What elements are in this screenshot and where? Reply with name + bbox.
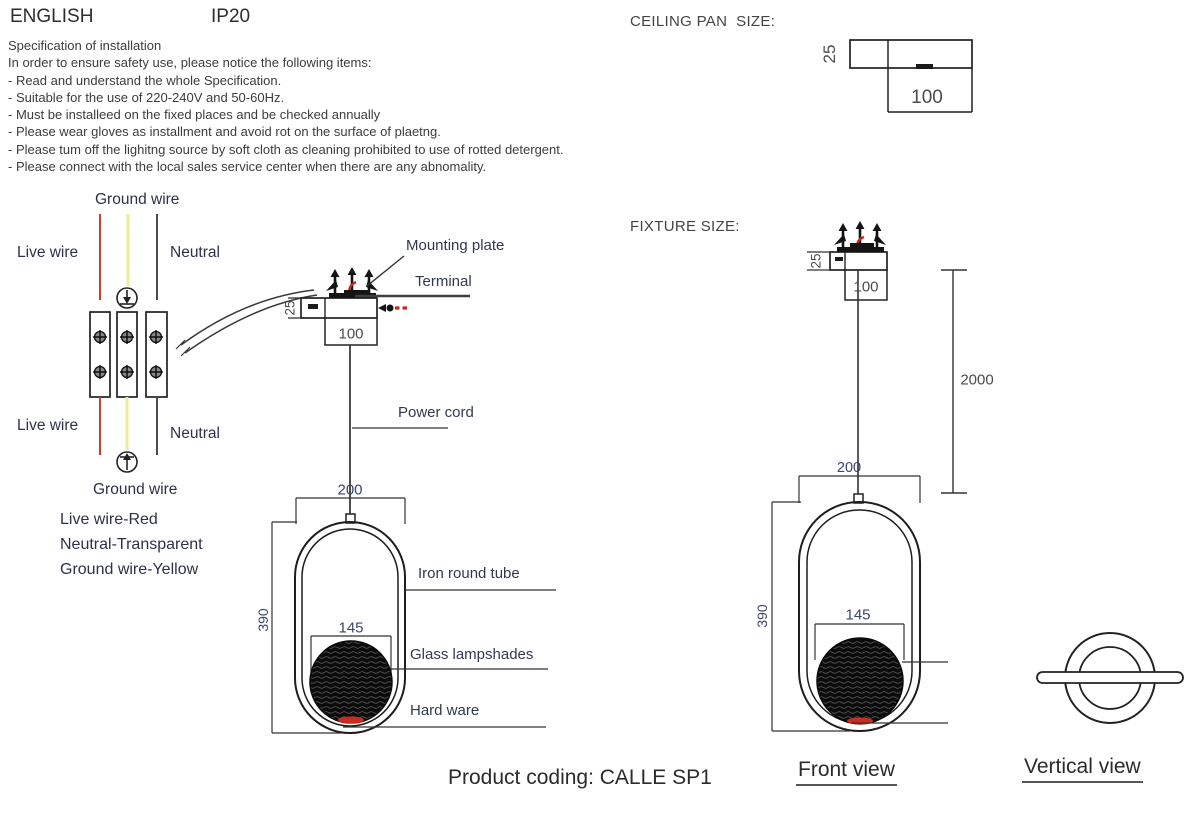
glass-lampshade-shape	[310, 641, 392, 723]
legend-live-wire: Live wire-Red	[60, 511, 158, 528]
earth-symbol-top-icon	[117, 288, 137, 308]
fixture-linework	[772, 221, 967, 731]
ceiling-pan-dim-height: 25	[820, 44, 839, 64]
screw-icon	[378, 304, 408, 312]
glass-lampshades-label: Glass lampshades	[410, 646, 534, 663]
fixture-dim-cord-length: 2000	[960, 371, 994, 389]
dim-body-height: 390	[255, 608, 271, 632]
fixture-lampshade-shape	[817, 638, 903, 724]
legend-ground-wire: Ground wire-Yellow	[60, 561, 199, 578]
ground-wire-top-label: Ground wire	[95, 191, 180, 208]
ip-rating: IP20	[211, 6, 251, 27]
mounting-plate-label: Mounting plate	[406, 237, 505, 254]
ceiling-pan-dim-width: 100	[911, 87, 943, 108]
wire-color-legend	[60, 507, 203, 582]
power-cord-label: Power cord	[398, 404, 474, 421]
spec-item: - Please connect with the local sales service center when there are any abnomality.	[8, 159, 487, 175]
earth-symbol-bottom-icon	[117, 452, 137, 472]
specification-block	[8, 37, 563, 175]
iron-round-tube-label: Iron round tube	[418, 565, 520, 582]
dim-canopy-height: 25	[282, 300, 298, 316]
dim-body-width: 200	[337, 481, 363, 499]
spec-item: - Please tum off the lighitng source by soft cloth as cleaning prohibited to use of rotted detergent.	[8, 141, 564, 157]
legend-neutral: Neutral-Transparent	[60, 536, 203, 553]
fixture-dim-canopy-height: 25	[808, 253, 824, 269]
fixture-dim-body-height: 390	[754, 604, 770, 628]
terminal-label: Terminal	[415, 273, 472, 290]
product-coding-label: Product coding: CALLE SP1	[448, 766, 712, 789]
live-wire-top-label: Live wire	[17, 244, 79, 261]
mounting-plate-leader-line	[367, 256, 404, 286]
dim-canopy-width: 100	[338, 325, 364, 343]
language-title: ENGLISH	[10, 6, 94, 27]
ceiling-pan-title: CEILING PAN SIZE:	[630, 13, 776, 30]
ground-wire-bottom-label: Ground wire	[93, 481, 178, 498]
hardware-red-shape	[338, 717, 364, 724]
fixture-dim-shade-diameter: 145	[845, 606, 871, 624]
dim-shade-diameter: 145	[338, 619, 364, 637]
fixture-dim-canopy-width: 100	[853, 278, 879, 296]
vertical-view-label: Vertical view	[1022, 755, 1143, 783]
spec-intro: In order to ensure safety use, please notice the following items:	[8, 55, 372, 71]
spec-item: - Read and understand the whole Specification.	[8, 72, 282, 88]
fixture-size-title: FIXTURE SIZE:	[630, 218, 740, 235]
live-wire-bottom-label: Live wire	[17, 417, 79, 434]
spec-item: - Please wear gloves as installment and avoid rot on the surface of plaetng.	[8, 124, 441, 140]
neutral-bottom-label: Neutral	[170, 425, 220, 442]
hard-ware-label: Hard ware	[410, 702, 480, 719]
spec-item: - Suitable for the use of 220-240V and 50-60Hz.	[8, 89, 285, 105]
spec-item: - Must be installeed on the fixed places and be checked annually	[8, 107, 381, 123]
spec-title: Specification of installation	[8, 38, 162, 53]
terminal-blocks	[90, 312, 167, 397]
neutral-top-label: Neutral	[170, 244, 220, 261]
front-view-label: Front view	[796, 758, 897, 786]
fixture-dim-body-width: 200	[836, 460, 862, 476]
vertical-view-linework	[1037, 633, 1183, 723]
